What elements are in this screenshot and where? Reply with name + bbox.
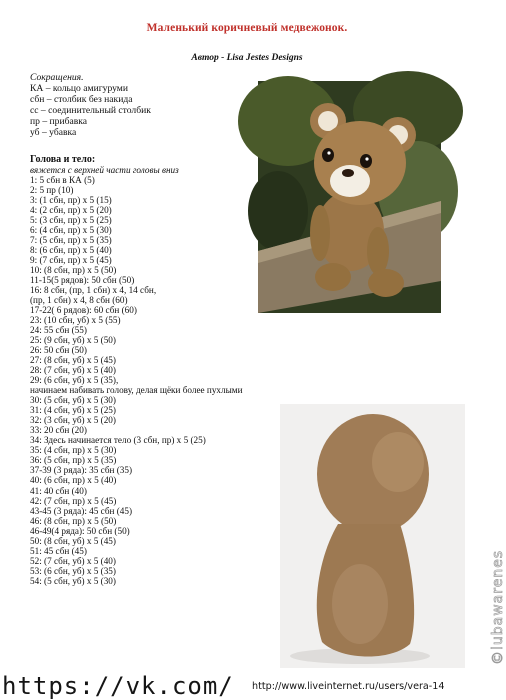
pattern-row: 31: (4 сбн, уб) х 5 (25) xyxy=(30,405,116,416)
pattern-row: 10: (8 сбн, пр) х 5 (50) xyxy=(30,265,117,276)
pattern-row: 42: (7 сбн, пр) х 5 (45) xyxy=(30,495,117,506)
pattern-row: 26: 50 сбн (50) xyxy=(30,345,87,356)
pattern-row: 35: (4 сбн, пр) х 5 (30) xyxy=(30,445,117,456)
pattern-row: 40: (6 сбн, пр) х 5 (40) xyxy=(30,475,117,486)
pattern-row: 52: (7 сбн, уб) х 5 (40) xyxy=(30,555,116,566)
section-subtitle: вяжется с верхней части головы вниз xyxy=(30,165,179,175)
document-title: Маленький коричневый медвежонок. xyxy=(146,22,348,34)
pattern-row: 43-45 (3 ряда): 45 сбн (45) xyxy=(30,505,133,516)
pattern-row: 54: (5 сбн, уб) х 5 (30) xyxy=(30,575,116,586)
pattern-row: (пр, 1 сбн) х 4, 8 сбн (60) xyxy=(30,295,128,306)
pattern-row: 37-39 (3 ряда): 35 сбн (35) xyxy=(30,465,133,476)
section-heading-head-body: Голова и тело: xyxy=(30,154,96,165)
pattern-row: 41: 40 сбн (40) xyxy=(30,485,87,496)
pattern-row: 53: (6 сбн, уб) х 5 (35) xyxy=(30,565,116,576)
photo-head-body-piece xyxy=(280,404,465,668)
abbreviations-heading: Сокращения. xyxy=(30,72,84,83)
pattern-rows xyxy=(30,175,243,586)
watermark-liveinternet-url: http://www.liveinternet.ru/users/vera-14 xyxy=(252,681,445,692)
pattern-row: 11-15(5 рядов): 50 сбн (50) xyxy=(30,275,135,286)
pattern-row: 36: (5 сбн, пр) х 5 (35) xyxy=(30,455,117,466)
pattern-row: 6: (4 сбн, пр) х 5 (30) xyxy=(30,225,112,236)
pattern-row: 5: (3 сбн, пр) х 5 (25) xyxy=(30,215,112,226)
abbreviation-item: КА – кольцо амигуруми xyxy=(30,83,128,95)
pattern-row: 8: (6 сбн, пр) х 5 (40) xyxy=(30,245,112,256)
abbreviation-item: сс – соединительный столбик xyxy=(30,105,151,117)
pattern-row: 34: Здесь начинается тело (3 сбн, пр) х 5 (25) xyxy=(30,435,206,446)
pattern-row: 30: (5 сбн, уб) х 5 (30) xyxy=(30,395,116,406)
pattern-row: 4: (2 сбн, пр) х 5 (20) xyxy=(30,205,112,216)
watermark-vk-url: https://vk.com/ xyxy=(2,672,234,700)
pattern-row: 24: 55 сбн (55) xyxy=(30,325,87,336)
pattern-row: начинаем набивать голову, делая щёки более пухлыми xyxy=(30,385,243,396)
pattern-block xyxy=(30,154,243,586)
pattern-row: 33: 20 сбн (20) xyxy=(30,425,87,436)
abbreviation-item: сбн – столбик без накида xyxy=(30,94,133,106)
pattern-row: 29: (6 сбн, уб) х 5 (35), xyxy=(30,375,119,386)
pattern-row: 50: (8 сбн, уб) х 5 (45) xyxy=(30,535,116,546)
pattern-row: 7: (5 сбн, пр) х 5 (35) xyxy=(30,235,112,246)
abbreviation-item: уб – убавка xyxy=(30,127,77,139)
pattern-row: 3: (1 сбн, пр) х 5 (15) xyxy=(30,195,112,206)
abbreviations-list xyxy=(30,83,151,138)
pattern-row: 2: 5 пр (10) xyxy=(30,185,74,196)
pattern-row: 32: (3 сбн, уб) х 5 (20) xyxy=(30,415,116,426)
pattern-row: 27: (8 сбн, уб) х 5 (45) xyxy=(30,355,116,366)
pattern-row: 46-49(4 ряда): 50 сбн (50) xyxy=(30,525,130,536)
document-author: Автор - Lisa Jestes Designs xyxy=(191,53,303,63)
pattern-row: 51: 45 сбн (45) xyxy=(30,545,87,556)
pattern-row: 9: (7 сбн, пр) х 5 (45) xyxy=(30,255,112,266)
pattern-row: 17-22( 6 рядов): 60 сбн (60) xyxy=(30,305,137,316)
abbreviations-block xyxy=(30,72,151,139)
watermark-side: ©lubawarenes xyxy=(490,549,506,665)
abbreviation-item: пр – прибавка xyxy=(30,116,88,128)
photo-finished-bear xyxy=(258,81,441,313)
pattern-row: 23: (10 сбн, уб) х 5 (55) xyxy=(30,315,121,326)
pattern-row: 25: (9 сбн, уб) х 5 (50) xyxy=(30,335,116,346)
pattern-row: 1: 5 сбн в КА (5) xyxy=(30,175,95,186)
pattern-row: 16: 8 сбн, (пр, 1 сбн) х 4, 14 сбн, xyxy=(30,285,157,296)
pattern-row: 46: (8 сбн, пр) х 5 (50) xyxy=(30,515,117,526)
pattern-row: 28: (7 сбн, уб) х 5 (40) xyxy=(30,365,116,376)
